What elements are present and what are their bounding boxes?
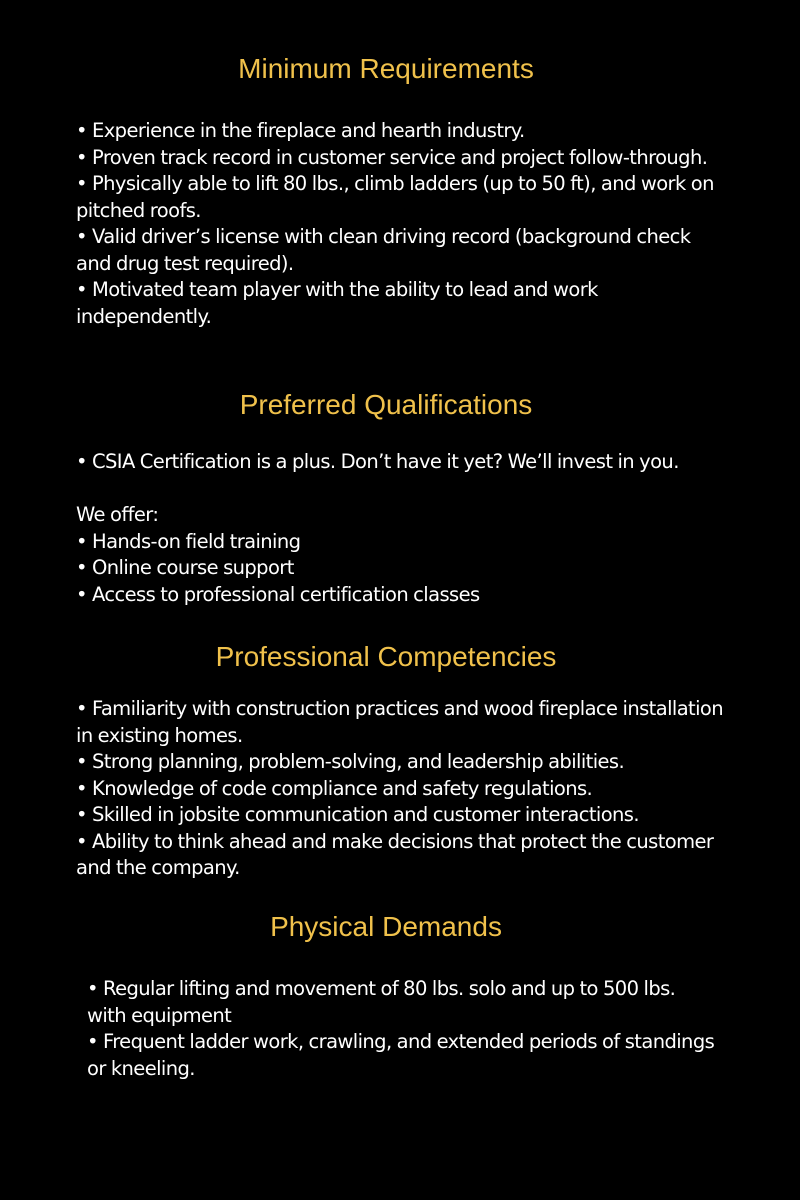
minimum-requirements-list — [76, 118, 726, 330]
section-title-preferred-qualifications: Preferred Qualifications — [239, 389, 533, 420]
list-spacer — [76, 476, 726, 503]
list-item: • Online course support — [76, 556, 294, 579]
list-item: • Proven track record in customer service and project follow-through. — [76, 145, 708, 169]
list-item: • Knowledge of code compliance and safety regulations. — [76, 776, 593, 800]
list-item: • Physically able to lift 80 lbs., climb ladders (up to 50 ft), and work on pitched roofs. — [76, 172, 714, 222]
physical-demands-list — [87, 976, 717, 1082]
preferred-qualifications-list — [76, 449, 726, 608]
list-item: • Ability to think ahead and make decisions that protect the customer and the company. — [76, 829, 714, 879]
list-item: We offer: — [76, 503, 159, 526]
list-item: • CSIA Certification is a plus. Don’t have it yet? We’ll invest in you. — [76, 450, 679, 473]
list-item: • Regular lifting and movement of 80 lbs. solo and up to 500 lbs. with equipment — [87, 977, 676, 1027]
list-item: • Valid driver’s license with clean driving record (background check and drug test required). — [76, 225, 691, 275]
section-title-professional-competencies: Professional Competencies — [215, 641, 557, 672]
list-item: • Experience in the fireplace and hearth industry. — [76, 119, 525, 142]
list-item: • Access to professional certification classes — [76, 582, 480, 606]
list-item: • Familiarity with construction practices and wood fireplace installation in existing homes. — [76, 697, 724, 747]
list-item: • Motivated team player with the ability to lead and work independently. — [76, 278, 598, 328]
list-item: • Hands-on field training — [76, 529, 301, 553]
professional-competencies-list — [76, 696, 726, 882]
list-item: • Skilled in jobsite communication and customer interactions. — [76, 803, 639, 826]
list-item: • Strong planning, problem-solving, and leadership abilities. — [76, 750, 625, 773]
section-title-minimum-requirements: Minimum Requirements — [238, 53, 534, 84]
list-item: • Frequent ladder work, crawling, and extended periods of standings or kneeling. — [87, 1030, 715, 1080]
section-title-physical-demands: Physical Demands — [270, 911, 502, 942]
